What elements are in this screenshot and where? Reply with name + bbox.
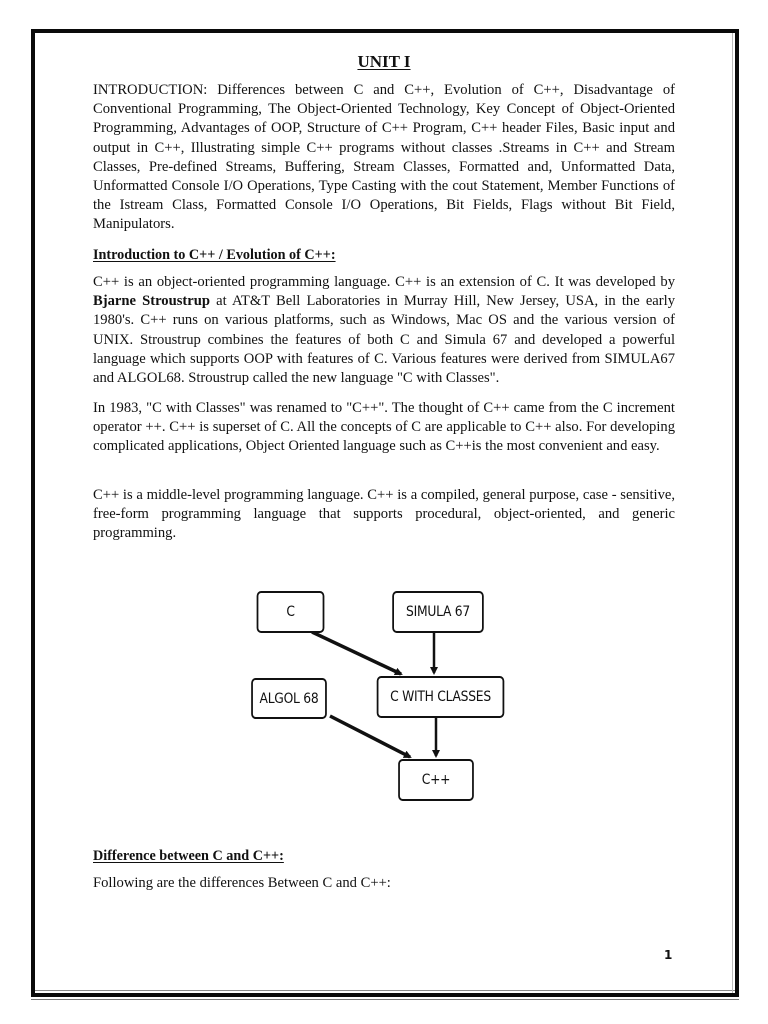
section-heading-evolution: Introduction to C++ / Evolution of C++: <box>93 247 336 263</box>
evolution-text-end: at AT&T Bell Laboratories in Murray Hill, New Jersey, USA, in the early 1980's. C++ runs on various platforms, such as Windows, Mac OS and the various version of UNIX. Stroustrup combines the features of both C and Simula 67 and developed a powerful language which supports OOP with features of C. Various features were derived from SIMULA67 and ALGOL68. Stroustrup called the new language "C with Classes". <box>93 293 675 387</box>
introduction-paragraph: INTRODUCTION: Differences between C and C++, Evolution of C++, Disadvantage of Conventional Programming, The Object-Oriented Technology, Key Concept of Object-Oriented Programming, Advantages of OOP, Structure of C++ Program, C++ header Files, Basic input and output in C++, Illustrating simple C++ programs without classes .Streams in C++ and Stream Classes, Pre-defined Streams, Buffering, Stream Classes, Formatted and, Unformatted Data, Unformatted Console I/O Operations, Type Casting with the cout Statement, Member Functions of the Istream Class, Formatted Console I/O Operations, Bit Fields, Flags without Bit Field, Manipulators. <box>93 82 675 233</box>
border-inner-line-right <box>732 33 733 993</box>
evolution-paragraph-1 <box>93 273 675 388</box>
difference-paragraph: Following are the differences Between C and C++: <box>93 875 391 891</box>
node-c: C <box>257 591 325 633</box>
evolution-text-start: C++ is an object-oriented programming language. C++ is an extension of C. It was developed by <box>93 274 675 290</box>
evolution-paragraph-3: C++ is a middle-level programming language. C++ is a compiled, general purpose, case - sensitive, free-form programming language that supports procedural, object-oriented, and generic programming. <box>93 487 675 542</box>
page-number: 1 <box>664 948 673 962</box>
unit-title-text: UNIT I <box>357 52 411 71</box>
evolution-paragraph-2: In 1983, "C with Classes" was renamed to "C++". The thought of C++ came from the C increment operator ++. C++ is superset of C. All the concepts of C are applicable to C++ also. For developing complicated applications, Object Oriented language such as C++is the most convenient and easy. <box>93 400 675 455</box>
arrow-algol-to-cpp <box>330 716 410 757</box>
node-cpp: C++ <box>398 759 474 801</box>
node-c-with-classes: C WITH CLASSES <box>377 676 505 718</box>
node-algol-68: ALGOL 68 <box>251 678 327 719</box>
border-inner-line-bottom <box>35 990 735 991</box>
section-heading-difference: Difference between C and C++: <box>93 848 284 864</box>
unit-title <box>0 51 768 73</box>
author-name: Bjarne Stroustrup <box>93 293 210 310</box>
node-simula-67: SIMULA 67 <box>392 591 484 633</box>
arrow-c-to-cwc <box>312 632 401 674</box>
cpp-evolution-diagram <box>230 580 530 810</box>
